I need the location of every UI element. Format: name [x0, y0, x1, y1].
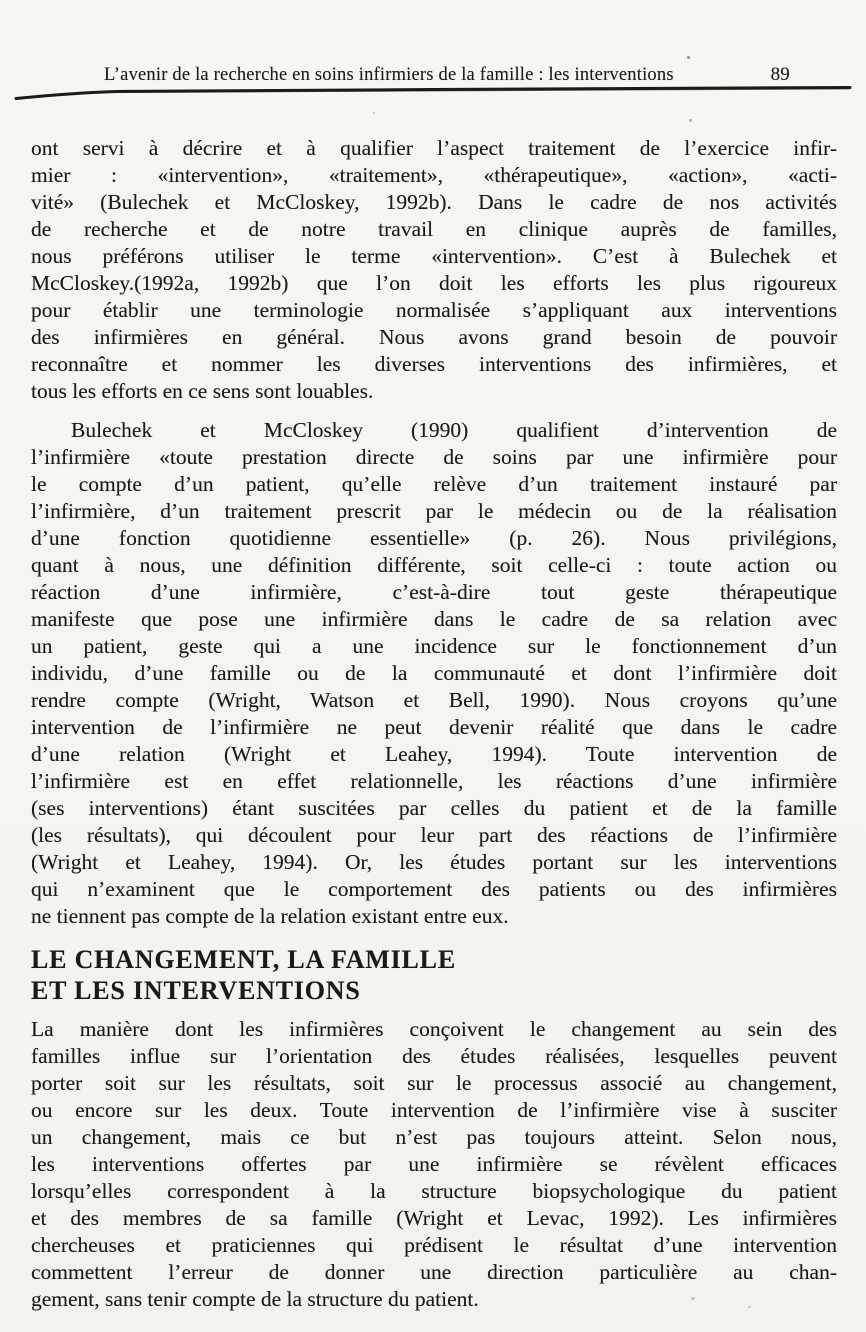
running-title: L’avenir de la recherche en soins infirmiers de la famille : les interventions: [104, 65, 674, 85]
heading-line: ET LES INTERVENTIONS: [31, 976, 361, 1005]
text-line: et des membres de sa famille (Wright et Levac, 1992). Les infirmières: [31, 1206, 837, 1230]
text-line: individu, d’une famille ou de la communauté et dont l’infirmière doit: [31, 661, 837, 685]
text-line: ne tiennent pas compte de la relation existant entre eux.: [31, 904, 509, 928]
text-line: d’une fonction quotidienne essentielle» (p. 26). Nous privilégions,: [31, 526, 837, 550]
scan-speck: [691, 1297, 695, 1300]
scan-speck: [687, 56, 690, 59]
text-line: qui n’examinent que le comportement des patients ou des infirmières: [31, 877, 837, 901]
page-body: [31, 135, 837, 1313]
text-line: ou encore sur les deux. Toute intervention de l’infirmière vise à susciter: [31, 1098, 837, 1122]
text-line: un changement, mais ce but n’est pas toujours atteint. Selon nous,: [31, 1125, 837, 1149]
header-rule: [12, 84, 854, 102]
section-heading: [31, 944, 837, 1006]
text-line: des infirmières en général. Nous avons grand besoin de pouvoir: [31, 325, 837, 349]
text-line: (Wright et Leahey, 1994). Or, les études portant sur les interventions: [31, 850, 837, 874]
text-line: pour établir une terminologie normalisée s’appliquant aux interventions: [31, 298, 837, 322]
text-line: chercheuses et praticiennes qui prédisent le résultat d’une intervention: [31, 1233, 837, 1257]
running-header: [104, 64, 790, 86]
text-line: lorsqu’elles correspondent à la structure biopsychologique du patient: [31, 1179, 837, 1203]
scan-speck: [689, 119, 692, 122]
text-line: un patient, geste qui a une incidence sur le fonctionnement d’un: [31, 634, 837, 658]
paragraph: [31, 1016, 837, 1313]
text-line: de recherche et de notre travail en clinique auprès de familles,: [31, 217, 837, 241]
text-line: McCloskey.(1992a, 1992b) que l’on doit les efforts les plus rigoureux: [31, 271, 837, 295]
text-line: quant à nous, une définition différente, soit celle-ci : toute action ou: [31, 553, 837, 577]
heading-line: LE CHANGEMENT, LA FAMILLE: [31, 945, 456, 974]
text-line: le compte d’un patient, qu’elle relève d’un traitement instauré par: [31, 472, 837, 496]
text-line: d’une relation (Wright et Leahey, 1994). Toute intervention de: [31, 742, 837, 766]
scan-speck: [748, 1306, 751, 1308]
text-line: tous les efforts en ce sens sont louables.: [31, 379, 374, 403]
text-line: (les résultats), qui découlent pour leur part des réactions de l’infirmière: [31, 823, 837, 847]
text-line: gement, sans tenir compte de la structure du patient.: [31, 1287, 479, 1311]
text-line: intervention de l’infirmière ne peut devenir réalité que dans le cadre: [31, 715, 837, 739]
text-line: porter soit sur les résultats, soit sur le processus associé au changement,: [31, 1071, 837, 1095]
text-line: reconnaître et nommer les diverses interventions des infirmières, et: [31, 352, 837, 376]
text-line: ont servi à décrire et à qualifier l’aspect traitement de l’exercice infir-: [31, 136, 837, 160]
text-line: les interventions offertes par une infirmière se révèlent efficaces: [31, 1152, 837, 1176]
text-line: manifeste que pose une infirmière dans le cadre de sa relation avec: [31, 607, 837, 631]
page-number: 89: [770, 64, 790, 85]
text-line: rendre compte (Wright, Watson et Bell, 1990). Nous croyons qu’une: [31, 688, 837, 712]
text-line: commettent l’erreur de donner une direction particulière au chan-: [31, 1260, 837, 1284]
text-line: La manière dont les infirmières conçoivent le changement au sein des: [31, 1017, 837, 1041]
text-line: réaction d’une infirmière, c’est-à-dire tout geste thérapeutique: [31, 580, 837, 604]
text-line: l’infirmière, d’un traitement prescrit par le médecin ou de la réalisation: [31, 499, 837, 523]
paragraph: [31, 135, 837, 405]
text-line: mier : «intervention», «traitement», «thérapeutique», «action», «acti-: [31, 163, 837, 187]
text-line: Bulechek et McCloskey (1990) qualifient d’intervention de: [71, 418, 837, 442]
paragraph: [31, 417, 837, 930]
scan-speck: [373, 112, 375, 114]
text-line: (ses interventions) étant suscitées par celles du patient et de la famille: [31, 796, 837, 820]
text-line: familles influe sur l’orientation des études réalisées, lesquelles peuvent: [31, 1044, 837, 1068]
text-line: vité» (Bulechek et McCloskey, 1992b). Dans le cadre de nos activités: [31, 190, 837, 214]
text-line: l’infirmière est en effet relationnelle, les réactions d’une infirmière: [31, 769, 837, 793]
text-line: l’infirmière «toute prestation directe de soins par une infirmière pour: [31, 445, 837, 469]
text-line: nous préférons utiliser le terme «intervention». C’est à Bulechek et: [31, 244, 837, 268]
